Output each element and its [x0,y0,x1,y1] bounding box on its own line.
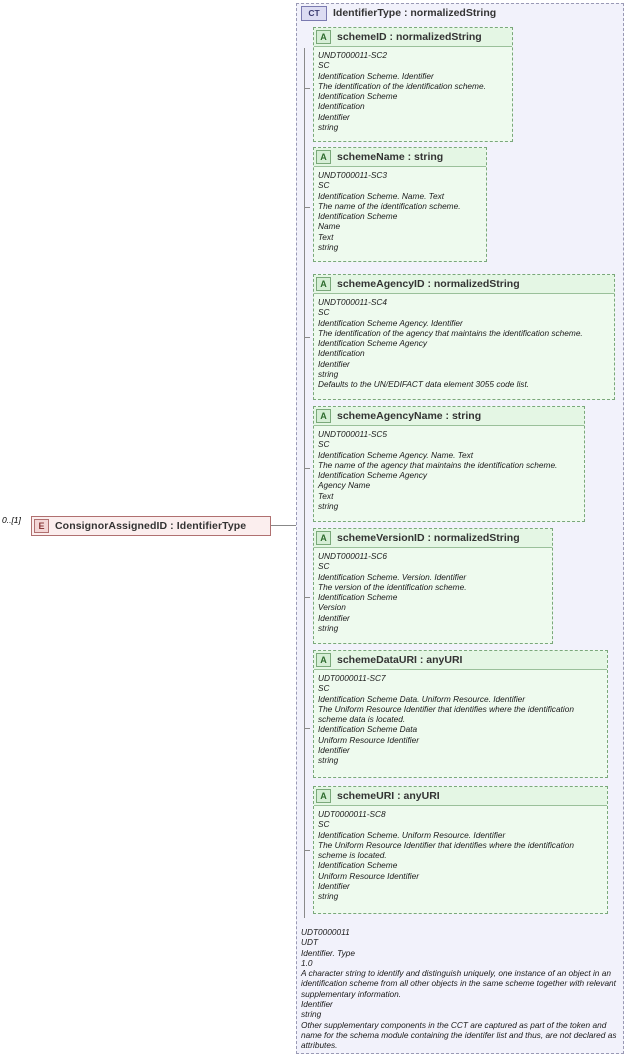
doc-line: Identification [318,348,365,359]
attribute-name: schemeVersionID : normalizedString [337,532,520,544]
doc-line: The version of the identification scheme. [318,581,467,592]
doc-line: Uniform Resource Identifier [318,870,419,881]
doc-line: The identification of the agency that maintains the identification scheme. [318,327,583,338]
doc-line: Identification [318,101,365,112]
doc-line: SC [318,683,330,694]
attribute-header[interactable] [314,28,512,47]
doc-line: UDT0000011-SC7 [318,673,386,683]
doc-line: Identification Scheme [318,211,398,222]
doc-line: Agency Name [318,480,371,491]
attribute-documentation [314,167,486,255]
attribute-name: schemeURI : anyURI [337,790,440,802]
doc-line: Identification Scheme. Name. Text [318,190,445,201]
doc-line: Identification Scheme Agency. Identifier [318,317,463,328]
doc-line: UNDT000011-SC4 [318,297,388,307]
doc-line: Identification Scheme Data. Uniform Resource. Identifier [318,693,526,704]
doc-line: SC [318,561,330,572]
attribute-box[interactable] [313,274,615,400]
doc-line: string [318,623,339,634]
connector-stub [304,207,310,208]
connector-vertical-spine [304,48,305,918]
connector-stub [304,728,310,729]
doc-line: Identification Scheme. Identifier [318,70,434,81]
connector-stub [304,337,310,338]
attribute-icon: A [316,30,331,44]
doc-line: UDT0000011 [301,927,350,937]
doc-line: Text [318,490,334,501]
attribute-header[interactable] [314,148,486,167]
element-cardinality: 0..[1] [2,515,21,525]
element-icon: E [34,519,49,533]
doc-line: string [318,501,339,512]
element-label: ConsignorAssignedID : IdentifierType [55,520,247,532]
doc-line: SC [318,439,330,450]
attribute-name: schemeID : normalizedString [337,31,482,43]
attribute-box[interactable] [313,786,608,914]
doc-line: Identifier [318,881,350,892]
doc-line: Identifier [301,999,333,1010]
doc-line: string [318,755,339,766]
doc-line: Uniform Resource Identifier [318,734,419,745]
doc-line: UNDT000011-SC3 [318,170,388,180]
doc-line: 1.0 [301,957,313,968]
doc-line: Defaults to the UN/EDIFACT data element 3055 code list. [318,379,530,390]
attribute-icon: A [316,150,331,164]
attribute-documentation [314,47,512,135]
doc-line: Identification Scheme. Version. Identifier [318,571,467,582]
attribute-box[interactable] [313,147,487,262]
connector-stub [304,468,310,469]
doc-line: string [318,891,339,902]
attribute-documentation [314,548,552,636]
doc-line: Text [318,231,334,242]
doc-line: A character string to identify and distinguish uniquely, one instance of an object in an identification scheme from all other objects in the same scheme together with relevant supplementary information. [301,968,616,999]
doc-line: string [318,369,339,380]
doc-line: Identifier [318,745,350,756]
attribute-name: schemeName : string [337,151,444,163]
attribute-box[interactable] [313,27,513,142]
doc-line: UNDT000011-SC2 [318,50,388,60]
attribute-header[interactable] [314,275,614,294]
doc-line: string [318,242,339,253]
attribute-box[interactable] [313,650,608,778]
attribute-icon: A [316,531,331,545]
doc-line: SC [318,307,330,318]
doc-line: The identification of the identification scheme. [318,80,486,91]
attribute-header[interactable] [314,787,607,806]
doc-line: string [301,1009,322,1020]
doc-line: Identifier. Type [301,947,355,958]
attribute-box[interactable] [313,406,585,522]
attribute-icon: A [316,789,331,803]
attribute-icon: A [316,277,331,291]
doc-line: The name of the identification scheme. [318,200,461,211]
element-node-consignor-assigned-id[interactable] [31,516,271,536]
connector-stub [304,88,310,89]
complex-type-header[interactable] [299,3,496,23]
doc-line: SC [318,819,330,830]
doc-line: Version [318,602,346,613]
doc-line: Identification Scheme [318,91,398,102]
doc-line: Identification Scheme Agency [318,470,427,481]
doc-line: UNDT000011-SC5 [318,429,388,439]
doc-line: SC [318,180,330,191]
doc-line: Identifier [318,358,350,369]
doc-line: Identification Scheme Agency. Name. Text [318,449,474,460]
attribute-icon: A [316,409,331,423]
attribute-documentation [314,294,614,393]
attribute-documentation [314,670,607,769]
attribute-icon: A [316,653,331,667]
doc-line: Name [318,221,341,232]
complex-type-title: IdentifierType : normalizedString [333,7,497,19]
attribute-header[interactable] [314,529,552,548]
connector-horizontal [271,525,296,526]
attribute-header[interactable] [314,651,607,670]
doc-line: Identification Scheme Agency [318,338,427,349]
doc-line: Identifier [318,612,350,623]
doc-line: UNDT000011-SC6 [318,551,388,561]
type-documentation [297,925,622,1053]
connector-stub [304,597,310,598]
doc-line: Identification Scheme. Uniform Resource. Identifier [318,829,506,840]
doc-line: string [318,122,339,133]
doc-line: The Uniform Resource Identifier that identifies where the identification scheme data is located. [318,703,574,725]
attribute-box[interactable] [313,528,553,644]
connector-stub [304,850,310,851]
doc-line: Other supplementary components in the CCT are captured as part of the token and name for the schema module containing the identifer list and thus, are not declared as attributes. [301,1019,617,1051]
attribute-name: schemeAgencyID : normalizedString [337,278,520,290]
doc-line: Identifier [318,111,350,122]
attribute-header[interactable] [314,407,584,426]
doc-line: UDT0000011-SC8 [318,809,386,819]
doc-line: Identification Scheme [318,592,398,603]
attribute-name: schemeAgencyName : string [337,410,482,422]
doc-line: Identification Scheme Data [318,724,418,735]
doc-line: The name of the agency that maintains the identification scheme. [318,459,558,470]
attribute-documentation [314,806,607,905]
doc-line: SC [318,60,330,71]
attribute-documentation [314,426,584,514]
doc-line: Identification Scheme [318,860,398,871]
doc-line: The Uniform Resource Identifier that identifies where the identification scheme is located. [318,839,574,861]
complex-type-icon: CT [301,6,327,21]
doc-line: UDT [301,937,319,948]
attribute-name: schemeDataURI : anyURI [337,654,463,666]
